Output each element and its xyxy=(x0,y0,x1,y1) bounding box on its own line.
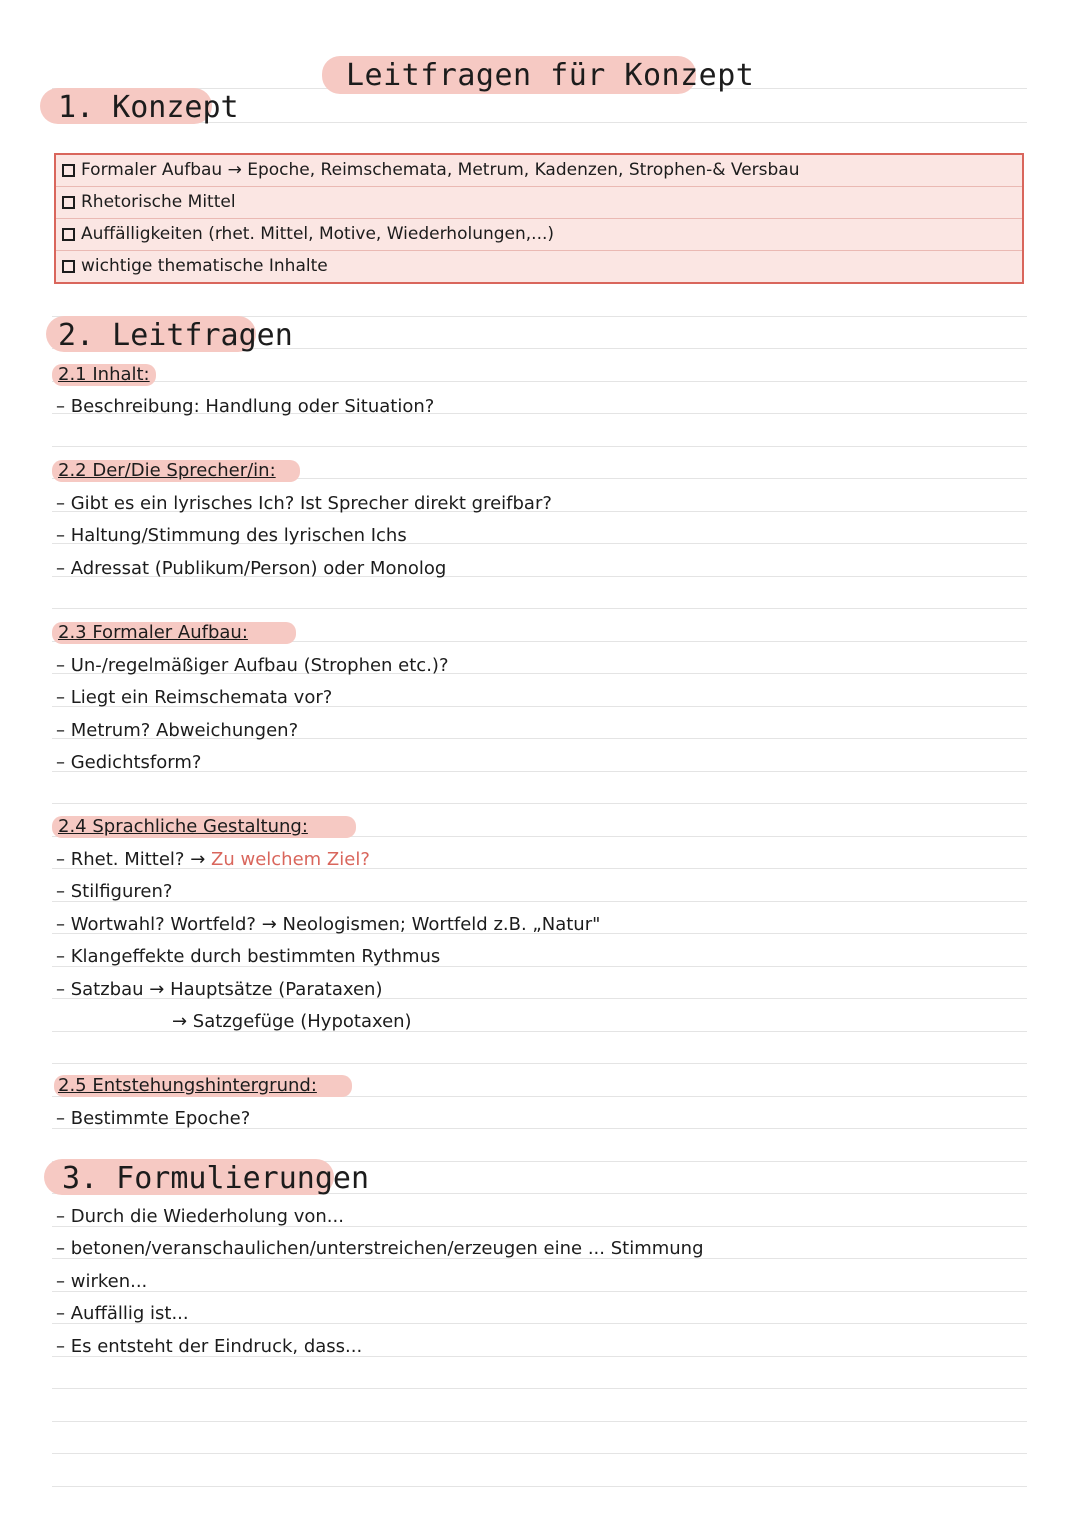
page-title: Leitfragen für Konzept xyxy=(346,58,755,93)
list-item: – Es entsteht der Eindruck, dass... xyxy=(56,1336,363,1357)
list-item: – Satzbau → Hauptsätze (Parataxen) xyxy=(56,979,383,1000)
checklist-item[interactable]: Rhetorische Mittel xyxy=(62,192,236,212)
list-item: – Wortwahl? Wortfeld? → Neologismen; Wortfeld z.B. „Natur" xyxy=(56,914,601,935)
subheading-sprecher: 2.2 Der/Die Sprecher/in: xyxy=(58,460,276,481)
list-item: – Durch die Wiederholung von... xyxy=(56,1206,344,1227)
list-item: – Gibt es ein lyrisches Ich? Ist Sprecher direkt greifbar? xyxy=(56,493,552,514)
checklist-item[interactable]: Auffälligkeiten (rhet. Mittel, Motive, Wiederholungen,...) xyxy=(62,224,554,244)
checkbox-icon xyxy=(62,228,75,241)
list-item: – Rhet. Mittel? → Zu welchem Ziel? xyxy=(56,849,370,870)
highlighted-question: Zu welchem Ziel? xyxy=(211,849,370,870)
checklist-item[interactable]: Formaler Aufbau → Epoche, Reimschemata, Metrum, Kadenzen, Strophen-& Versbau xyxy=(62,160,800,180)
list-item: – Un-/regelmäßiger Aufbau (Strophen etc.)? xyxy=(56,655,449,676)
list-item: – Bestimmte Epoche? xyxy=(56,1108,251,1129)
subheading-entstehungshintergrund: 2.5 Entstehungshintergrund: xyxy=(58,1075,317,1096)
list-item: – Adressat (Publikum/Person) oder Monolog xyxy=(56,558,447,579)
list-item: – Auffällig ist... xyxy=(56,1303,189,1324)
list-item: – Stilfiguren? xyxy=(56,881,173,902)
list-item: – Beschreibung: Handlung oder Situation? xyxy=(56,396,435,417)
checkbox-icon xyxy=(62,260,75,273)
list-item: – Haltung/Stimmung des lyrischen Ichs xyxy=(56,525,407,546)
list-item: → Satzgefüge (Hypotaxen) xyxy=(172,1011,412,1032)
list-item: – Gedichtsform? xyxy=(56,752,202,773)
checklist-item[interactable]: wichtige thematische Inhalte xyxy=(62,256,328,276)
subheading-formaler-aufbau: 2.3 Formaler Aufbau: xyxy=(58,622,248,643)
section2-heading: 2. Leitfragen xyxy=(58,318,293,353)
list-item: – Liegt ein Reimschemata vor? xyxy=(56,687,333,708)
subheading-inhalt: 2.1 Inhalt: xyxy=(58,364,150,385)
list-item: – Klangeffekte durch bestimmten Rythmus xyxy=(56,946,441,967)
subheading-sprachliche-gestaltung: 2.4 Sprachliche Gestaltung: xyxy=(58,816,308,837)
list-item: – betonen/veranschaulichen/unterstreichen/erzeugen eine ... Stimmung xyxy=(56,1238,704,1259)
section1-heading: 1. Konzept xyxy=(58,90,239,125)
checkbox-icon xyxy=(62,196,75,209)
section3-heading: 3. Formulierungen xyxy=(62,1161,370,1196)
checkbox-icon xyxy=(62,164,75,177)
list-item: – Metrum? Abweichungen? xyxy=(56,720,299,741)
list-item: – wirken... xyxy=(56,1271,148,1292)
